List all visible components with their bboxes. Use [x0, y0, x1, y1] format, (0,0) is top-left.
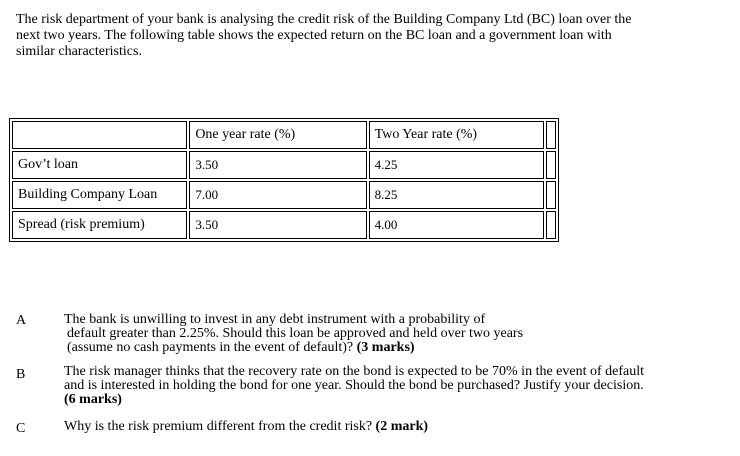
- question-b-marks: (6 marks): [64, 392, 122, 407]
- table-header-row: [12, 121, 556, 149]
- intro-line: next two years. The following table shows the expected return on the BC loan and a government loan with: [16, 28, 612, 43]
- question-line: default greater than 2.25%. Should this loan be approved and held over two years: [67, 326, 524, 341]
- question-b-text: [64, 365, 729, 407]
- question-line: [64, 420, 729, 434]
- header-two-year-rate: Two Year rate (%): [369, 121, 544, 149]
- header-one-year-rate: One year rate (%): [189, 121, 366, 149]
- question-line: and is interested in holding the bond for one year. Should the bond be purchased? Justify your decision.: [64, 378, 644, 393]
- question-line: [64, 341, 729, 355]
- two-year-value: 8.25: [369, 181, 544, 209]
- row-label: Gov’t loan: [12, 151, 187, 179]
- question-line: The bank is unwilling to invest in any debt instrument with a probability of: [64, 312, 486, 327]
- question-a-marks: (3 marks): [356, 340, 415, 355]
- intro-line: similar characteristics.: [16, 44, 142, 59]
- question-a-letter: A: [16, 313, 27, 328]
- one-year-value: 3.50: [189, 211, 366, 239]
- question-b-letter: B: [16, 367, 26, 382]
- question-c-marks: (2 mark): [375, 419, 429, 434]
- extra-cell: [546, 151, 556, 179]
- extra-cell: [546, 181, 556, 209]
- intro-line: The risk department of your bank is analysing the credit risk of the Building Company Ltd (BC) loan over the: [16, 12, 632, 27]
- extra-cell: [546, 211, 556, 239]
- question-line-text: (assume no cash payments in the event of default)?: [67, 340, 357, 355]
- one-year-value: 3.50: [189, 151, 366, 179]
- two-year-value: 4.00: [369, 211, 544, 239]
- one-year-value: 7.00: [189, 181, 366, 209]
- question-c-text: [64, 420, 729, 434]
- question-c-letter: C: [16, 421, 26, 436]
- table-row: [12, 151, 556, 179]
- row-label: Spread (risk premium): [12, 211, 187, 239]
- rates-table: [9, 118, 559, 242]
- header-cell-empty: [12, 121, 187, 149]
- question-a-text: [64, 313, 729, 355]
- two-year-value: 4.25: [369, 151, 544, 179]
- header-cell-extra: [546, 121, 556, 149]
- intro-paragraph: [16, 12, 721, 60]
- table-row: [12, 211, 556, 239]
- table-row: [12, 181, 556, 209]
- question-line: The risk manager thinks that the recovery rate on the bond is expected to be 70% in the event of default: [64, 364, 645, 379]
- question-line-text: Why is the risk premium different from the credit risk?: [64, 419, 376, 434]
- row-label: Building Company Loan: [12, 181, 187, 209]
